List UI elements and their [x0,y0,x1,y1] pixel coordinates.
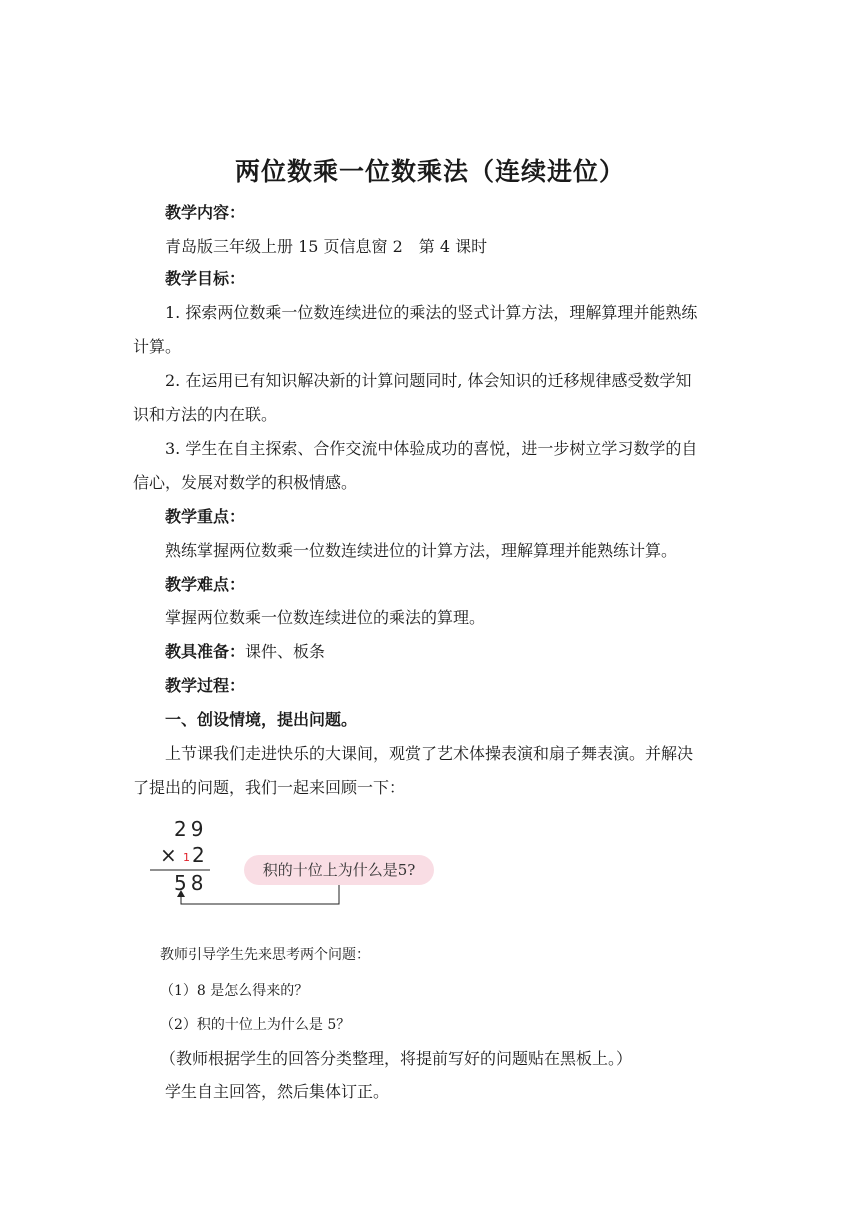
key-heading: 教学重点： [165,507,246,526]
question-bubble: 积的十位上为什么是5? [244,855,434,885]
goal1-line2: 计算。 [133,337,182,356]
operator-sign: × [160,843,181,867]
goals-heading: 教学目标： [165,269,246,288]
multiplicand: 29 [174,817,208,841]
page-title: 两位数乘一位数乘法（连续进位） [234,157,625,186]
question-1: （1）8 是怎么得来的？ [160,983,309,999]
student-answer: 学生自主回答，然后集体订正。 [165,1082,390,1101]
tools-text: 课件、板条 [245,642,326,661]
goal3-line2: 信心，发展对数学的积极情感。 [133,473,358,492]
tools-line [165,641,765,663]
multiplier: 2 [192,843,209,867]
goal2-line1: 2. 在运用已有知识解决新的计算问题同时, 体会知识的迁移规律感受数学知 [165,371,692,390]
para1-line2: 了提出的问题，我们一起来回顾一下： [133,778,406,797]
question-2: （2）积的十位上为什么是 5？ [160,1017,351,1033]
difficulty-text: 掌握两位数乘一位数连续进位的乘法的算理。 [165,608,486,627]
content-text: 青岛版三年级上册 15 页信息窗 2 第 4 课时 [165,237,488,256]
tools-heading: 教具准备： [165,642,246,661]
multiplication-figure [150,815,450,915]
product: 58 [174,871,208,895]
goal1-line1: 1. 探索两位数乘一位数连续进位的乘法的竖式计算方法，理解算理并能熟练 [165,303,698,322]
content-heading: 教学内容： [165,203,246,222]
teacher-guide: 教师引导学生先来思考两个问题： [160,947,370,963]
process-heading: 教学过程： [165,676,246,695]
goal3-line1: 3. 学生在自主探索、合作交流中体验成功的喜悦，进一步树立学习数学的自 [165,439,698,458]
para1-line1: 上节课我们走进快乐的大课间，观赏了艺术体操表演和扇子舞表演。并解决 [165,744,694,763]
key-text: 熟练掌握两位数乘一位数连续进位的计算方法，理解算理并能熟练计算。 [165,541,678,560]
step1-heading: 一、创设情境，提出问题。 [165,710,358,729]
difficulty-heading: 教学难点： [165,575,246,594]
goal2-line2: 识和方法的内在联。 [133,405,278,424]
teacher-note: （教师根据学生的回答分类整理，将提前写好的问题贴在黑板上。） [160,1049,633,1068]
carry-digit: 1 [183,851,190,864]
